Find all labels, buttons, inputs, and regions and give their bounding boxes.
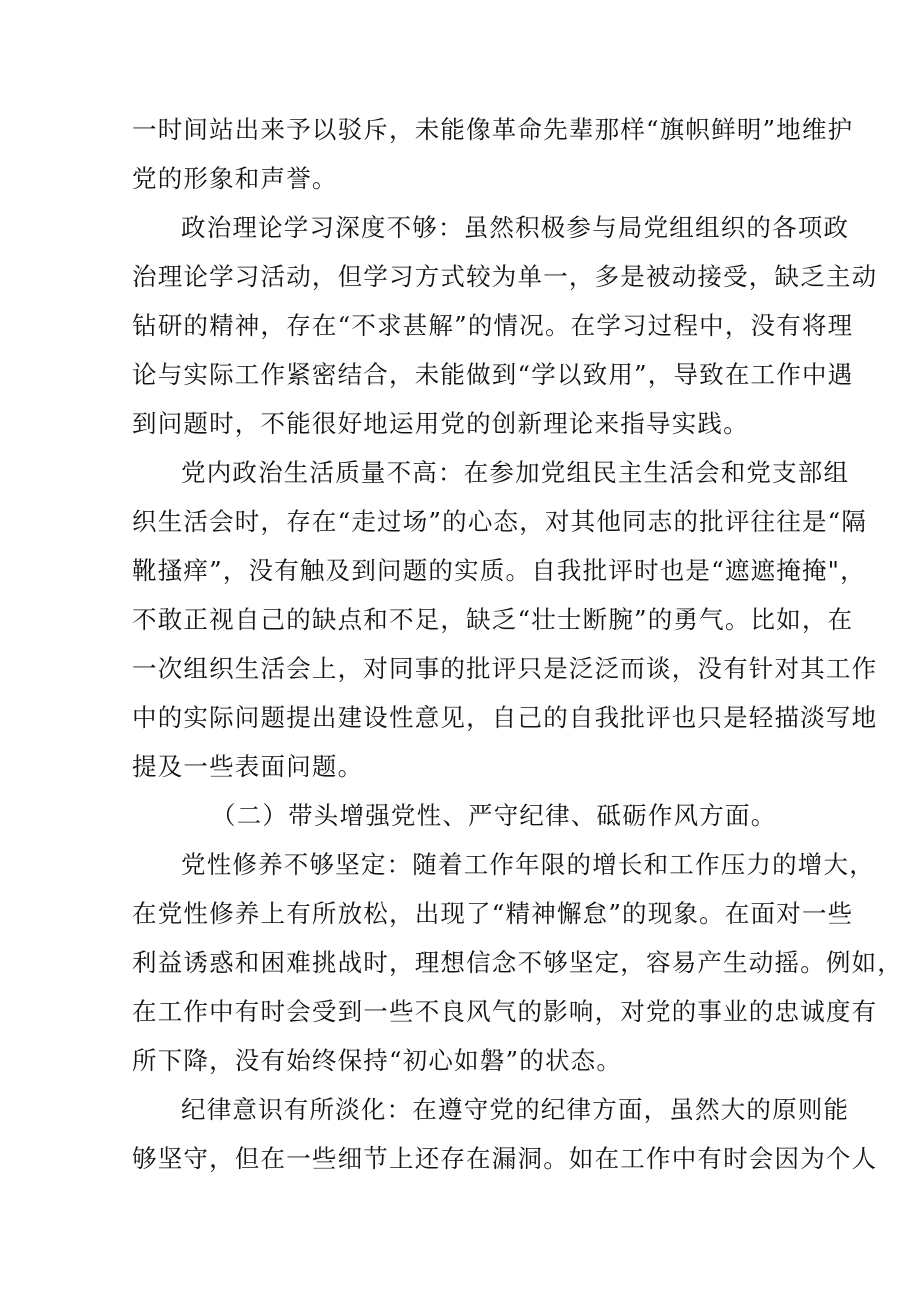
text-line: 钻研的精神，存在“不求甚解”的情况。在学习过程中，没有将理 [132, 311, 854, 340]
text-line: 在工作中有时会受到一些不良风气的影响，对党的事业的忠诚度有 [132, 997, 878, 1026]
text-line: 中的实际问题提出建设性意见，自己的自我批评也只是轻描淡写地 [132, 703, 878, 732]
text-line: 不敢正视自己的缺点和不足，缺乏“壮士断腕”的勇气。比如，在 [132, 605, 854, 634]
text-line: 党的形象和声誉。 [132, 164, 338, 193]
text-line: 到问题时，不能很好地运用党的创新理论来指导实践。 [132, 409, 749, 438]
paragraph-start-line: 党内政治生活质量不高：在参加党组民主生活会和党支部组 [181, 458, 850, 487]
text-line: 治理论学习活动，但学习方式较为单一，多是被动接受，缺乏主动 [132, 262, 878, 291]
text-line: 利益诱惑和困难挑战时，理想信念不够坚定，容易产生动摇。例如， [132, 948, 903, 977]
paragraph-start-line: 纪律意识有所淡化：在遵守党的纪律方面，虽然大的原则能 [181, 1095, 850, 1124]
text-line: 在党性修养上有所放松，出现了“精神懈怠”的现象。在面对一些 [132, 899, 854, 928]
text-line: 一次组织生活会上，对同事的批评只是泛泛而谈，没有针对其工作 [132, 654, 878, 683]
text-line: 一时间站出来予以驳斥，未能像革命先辈那样“旗帜鲜明”地维护 [132, 115, 854, 144]
text-line: 所下降，没有始终保持“初心如磐”的状态。 [132, 1046, 623, 1075]
text-line: 够坚守，但在一些细节上还存在漏洞。如在工作中有时会因为个人 [132, 1144, 878, 1173]
section-heading: （二）带头增强党性、严守纪律、砥砺作风方面。 [211, 801, 777, 830]
paragraph-start-line: 党性修养不够坚定：随着工作年限的增长和工作压力的增大， [181, 850, 875, 879]
paragraph-start-line: 政治理论学习深度不够：虽然积极参与局党组组织的各项政 [181, 213, 850, 242]
text-line: 论与实际工作紧密结合，未能做到“学以致用”，导致在工作中遇 [132, 360, 854, 389]
text-line: 织生活会时，存在“走过场”的心态，对其他同志的批评往往是“隔 [132, 507, 868, 536]
text-line: 提及一些表面问题。 [132, 752, 364, 781]
text-line: 靴搔痒”，没有触及到问题的实质。自我批评时也是“遮遮掩掩"， [132, 556, 866, 585]
